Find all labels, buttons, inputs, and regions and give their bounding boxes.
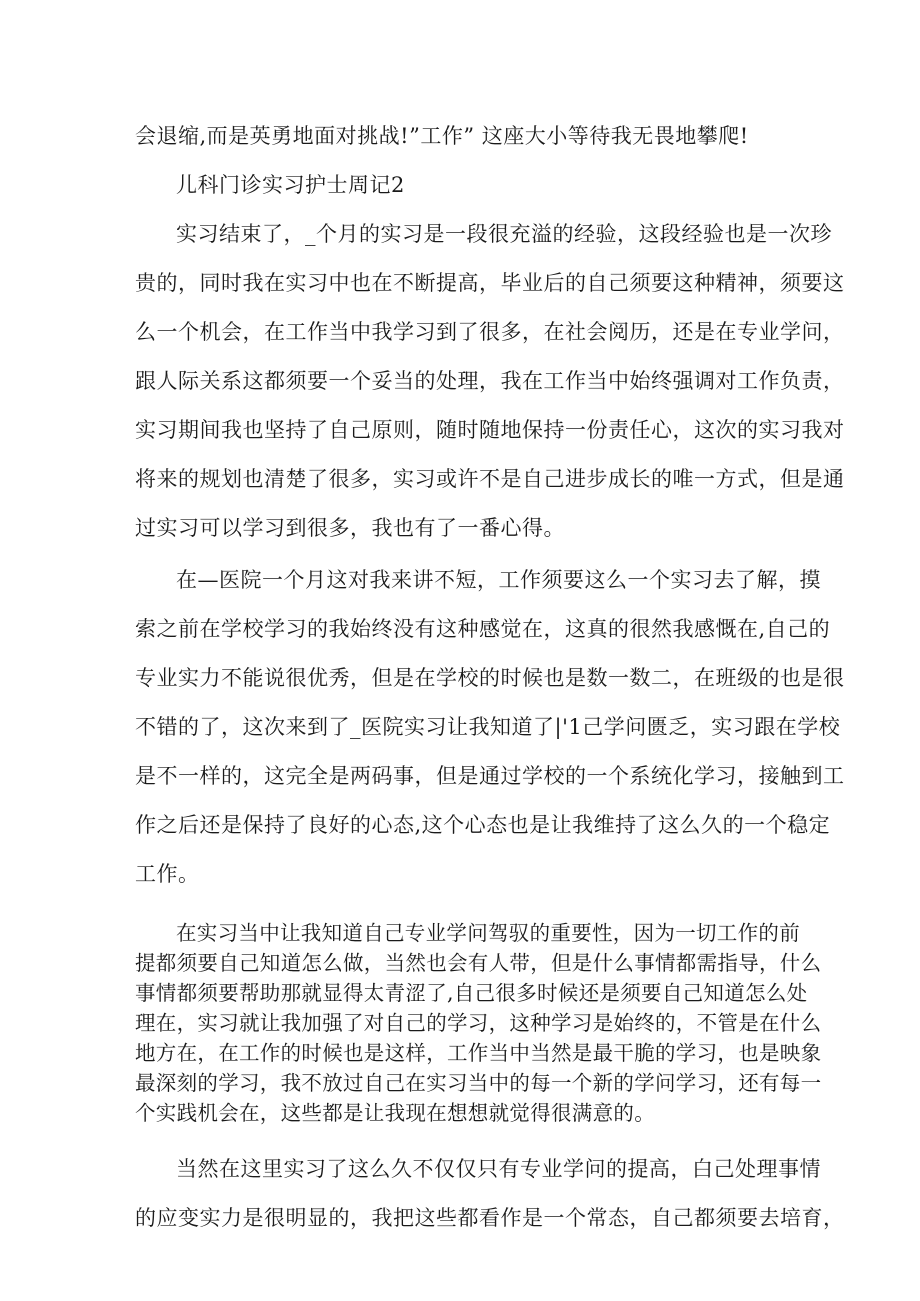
section-heading: 儿科门诊实习护士周记2	[176, 173, 405, 197]
text-line: 不错的了，这次来到了_医院实习让我知道了|'1己学问匮乏，实习跟在学校	[135, 715, 841, 739]
text-line: 提都须要自己知道怎么做，当然也会有人带，但是什么事情都需指导，什么	[135, 951, 822, 975]
text-line: 贵的，同时我在实习中也在不断提高，毕业后的自己须要这种精神，须要这	[135, 271, 845, 295]
text-line: 当然在这里实习了这么久不仅仅只有专业学问的提高，白己处理事情	[176, 1157, 821, 1181]
text-line: 实习期间我也坚持了自己原则，随时随地保持一份责任心，这次的实习我对	[135, 418, 845, 442]
text-line: 作之后还是保持了良好的心态,这个心态也是让我维持了这么久的一个稳定	[135, 813, 831, 837]
text-line: 在实习当中让我知道自己专业学问驾驭的重要性，因为一切工作的前	[176, 921, 800, 945]
text-line: 事情都须要帮助那就显得太青涩了,自己很多时候还是须要自己知道怎么处	[135, 981, 808, 1005]
text-line: 最深刻的学习，我不放过自己在实习当中的每一个新的学问学习，还有每一	[135, 1071, 822, 1095]
text-line: 将来的规划也清楚了很多，实习或许不是自己进步成长的唯一方式，但是通	[135, 467, 845, 491]
text-line: 工作。	[135, 862, 200, 886]
text-line: 在—医院一个月这对我来讲不短，工作须要这么一个实习去了解，摸	[176, 568, 821, 592]
text-line: 索之前在学校学习的我始终没有这种感觉在，这真的很然我感慨在,自己的	[135, 617, 831, 641]
text-line: 专业实力不能说很优秀，但是在学校的时候也是数一数二，在班级的也是很	[135, 666, 845, 690]
text-line: 实习结束了，_个月的实习是一段很充溢的经验，这段经验也是一次珍	[176, 222, 832, 246]
text-line: 是不一样的，这完全是两码事，但是通过学校的一个系统化学习，接触到工	[135, 764, 845, 788]
text-line: 的应变实力是很明显的，我把这些都看作是一个常态，自己都须要去培育，	[135, 1206, 845, 1230]
text-line: 会退缩,而是英勇地面对挑战!”工作” 这座大小等待我无畏地攀爬!	[135, 124, 749, 148]
text-line: 么一个机会，在工作当中我学习到了很多，在社会阅历，还是在专业学问，	[135, 320, 845, 344]
text-line: 理在，实习就让我加强了对自己的学习，这种学习是始终的，不管是在什么	[135, 1011, 822, 1035]
text-line: 跟人际关系这都须要一个妥当的处理，我在工作当中始终强调对工作负责，	[135, 369, 845, 393]
text-line: 过实习可以学习到很多，我也有了一番心得。	[135, 516, 565, 540]
text-line: 个实践机会在，这些都是让我现在想想就觉得很满意的。	[135, 1101, 655, 1125]
text-line: 地方在，在工作的时候也是这样，工作当中当然是最干脆的学习，也是映象	[135, 1041, 822, 1065]
